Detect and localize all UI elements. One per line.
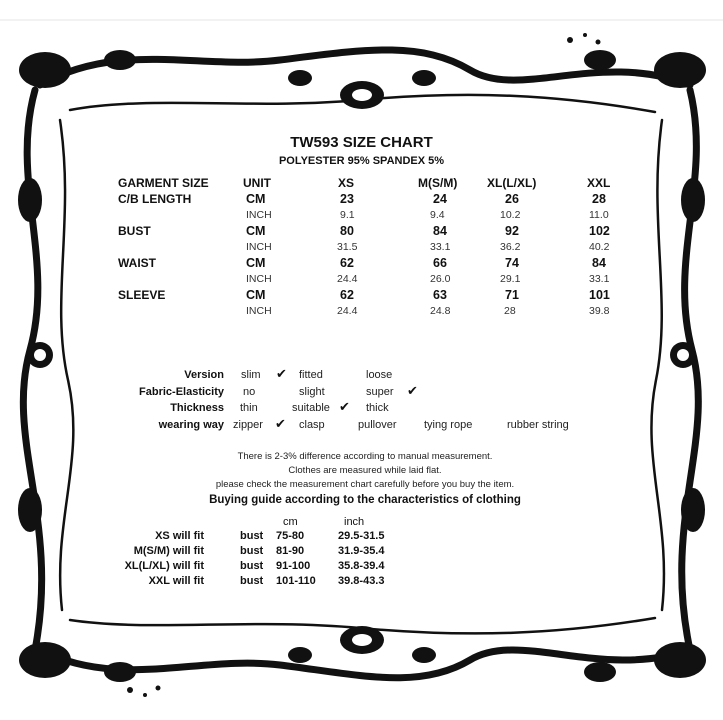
check-icon: ✔ bbox=[407, 383, 418, 398]
table-cell: 66 bbox=[433, 256, 447, 270]
guide-part: bust bbox=[240, 575, 264, 587]
table-cell: 24 bbox=[433, 192, 447, 206]
row-label-sleeve: SLEEVE bbox=[118, 288, 166, 302]
guide-cm: 75-80 bbox=[276, 530, 305, 542]
note-difference: There is 2-3% difference according to manual measurement. bbox=[237, 451, 493, 462]
option-thin: thin bbox=[240, 402, 258, 414]
option-slight: slight bbox=[299, 386, 325, 398]
table-cell: 36.2 bbox=[500, 241, 521, 253]
table-cell: 28 bbox=[504, 305, 516, 317]
guide-part: bust bbox=[240, 530, 264, 542]
table-cell: 23 bbox=[340, 192, 354, 206]
guide-cm: 101-110 bbox=[276, 575, 316, 587]
guide-size-xs: XS will fit bbox=[155, 530, 204, 542]
table-cell: 71 bbox=[505, 288, 519, 302]
guide-size-m: M(S/M) will fit bbox=[133, 545, 204, 557]
table-cell: 62 bbox=[340, 256, 354, 270]
header-xl: XL(L/XL) bbox=[487, 176, 537, 190]
guide-size-xl: XL(L/XL) will fit bbox=[124, 560, 204, 572]
table-cell: 10.2 bbox=[500, 209, 521, 221]
check-icon: ✔ bbox=[275, 416, 286, 431]
option-pullover: pullover bbox=[358, 419, 397, 431]
row-label-cb-length: C/B LENGTH bbox=[118, 192, 192, 206]
table-cell: 40.2 bbox=[589, 241, 610, 253]
table-cell: 74 bbox=[505, 256, 519, 270]
header-unit: UNIT bbox=[243, 176, 271, 190]
table-cell: 39.8 bbox=[589, 305, 610, 317]
chart-title: TW593 SIZE CHART bbox=[290, 134, 433, 151]
table-cell: 33.1 bbox=[589, 273, 610, 285]
buying-guide-title: Buying guide according to the characteristics of clothing bbox=[209, 494, 521, 506]
note-laid-flat: Clothes are measured while laid flat. bbox=[288, 465, 442, 476]
guide-part: bust bbox=[240, 560, 264, 572]
table-cell: 62 bbox=[340, 288, 354, 302]
option-slim: slim bbox=[241, 369, 261, 381]
unit-cm: CM bbox=[246, 256, 266, 270]
option-tying-rope: tying rope bbox=[424, 419, 473, 431]
guide-inch: 35.8-39.4 bbox=[338, 560, 385, 572]
wearing-way-label: wearing way bbox=[158, 419, 224, 431]
table-cell: 24.4 bbox=[337, 305, 358, 317]
table-cell: 92 bbox=[505, 224, 519, 238]
guide-col-cm: cm bbox=[283, 516, 298, 528]
check-icon: ✔ bbox=[339, 399, 350, 414]
option-fitted: fitted bbox=[299, 369, 323, 381]
row-label-waist: WAIST bbox=[118, 256, 156, 270]
guide-cm: 81-90 bbox=[276, 545, 305, 557]
table-cell: 11.0 bbox=[589, 209, 609, 221]
header-m: M(S/M) bbox=[418, 176, 458, 190]
unit-cm: CM bbox=[246, 192, 266, 206]
check-icon: ✔ bbox=[276, 366, 287, 381]
table-cell: 101 bbox=[589, 288, 610, 302]
table-cell: 63 bbox=[433, 288, 447, 302]
guide-inch: 29.5-31.5 bbox=[338, 530, 385, 542]
guide-inch: 39.8-43.3 bbox=[338, 575, 385, 587]
option-zipper: zipper bbox=[233, 419, 263, 431]
unit-inch: INCH bbox=[246, 241, 272, 253]
unit-cm: CM bbox=[246, 288, 266, 302]
guide-col-inch: inch bbox=[344, 516, 365, 528]
version-label: Version bbox=[184, 369, 224, 381]
header-xxl: XXL bbox=[587, 176, 611, 190]
option-super: super bbox=[366, 386, 394, 398]
table-cell: 24.8 bbox=[430, 305, 451, 317]
option-clasp: clasp bbox=[299, 419, 325, 431]
option-thick: thick bbox=[366, 402, 389, 414]
table-cell: 28 bbox=[592, 192, 606, 206]
fabric-elasticity-label: Fabric-Elasticity bbox=[139, 386, 224, 398]
table-cell: 26.0 bbox=[430, 273, 451, 285]
unit-inch: INCH bbox=[246, 209, 272, 221]
option-loose: loose bbox=[366, 369, 393, 381]
header-garment-size: GARMENT SIZE bbox=[118, 176, 209, 190]
table-cell: 9.1 bbox=[340, 209, 355, 221]
guide-inch: 31.9-35.4 bbox=[338, 545, 385, 557]
table-cell: 33.1 bbox=[430, 241, 451, 253]
guide-size-xxl: XXL will fit bbox=[148, 575, 204, 587]
unit-inch: INCH bbox=[246, 305, 272, 317]
unit-cm: CM bbox=[246, 224, 266, 238]
option-suitable: suitable bbox=[292, 402, 330, 414]
guide-cm: 91-100 bbox=[276, 560, 311, 572]
table-cell: 84 bbox=[433, 224, 447, 238]
table-cell: 31.5 bbox=[337, 241, 358, 253]
note-check-chart: please check the measurement chart carefully before you buy the item. bbox=[215, 479, 515, 490]
header-xs: XS bbox=[338, 176, 355, 190]
table-cell: 24.4 bbox=[337, 273, 358, 285]
unit-inch: INCH bbox=[246, 273, 272, 285]
option-no: no bbox=[243, 386, 256, 398]
thickness-label: Thickness bbox=[170, 402, 224, 414]
option-rubber-string: rubber string bbox=[507, 419, 569, 431]
table-cell: 29.1 bbox=[500, 273, 521, 285]
table-cell: 102 bbox=[589, 224, 610, 238]
fabric-composition: POLYESTER 95% SPANDEX 5% bbox=[278, 155, 445, 167]
guide-part: bust bbox=[240, 545, 264, 557]
table-cell: 9.4 bbox=[430, 209, 445, 221]
row-label-bust: BUST bbox=[118, 224, 151, 238]
table-cell: 84 bbox=[592, 256, 606, 270]
table-cell: 26 bbox=[505, 192, 519, 206]
table-cell: 80 bbox=[340, 224, 354, 238]
